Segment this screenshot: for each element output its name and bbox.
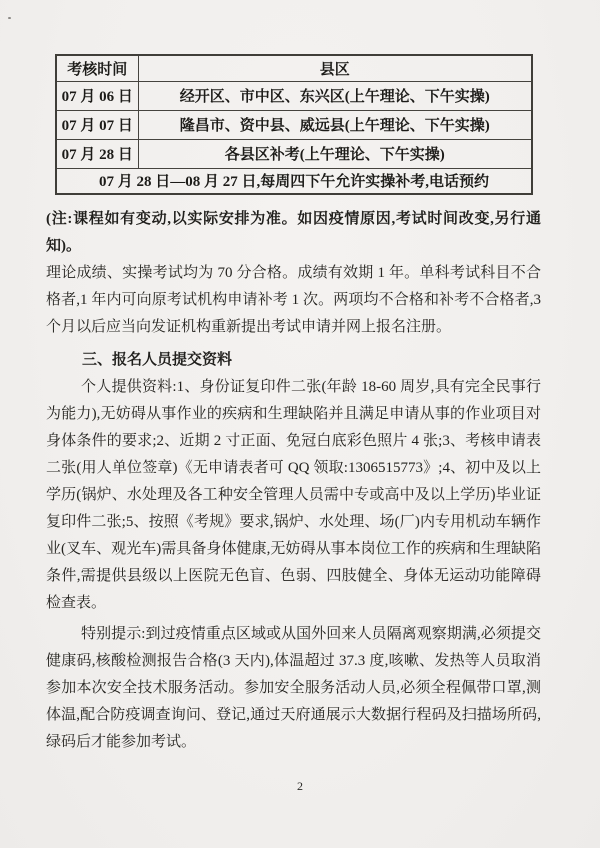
exam-schedule-table xyxy=(55,54,533,195)
page-number: 2 xyxy=(297,779,303,793)
exam-date: 07 月 28 日 xyxy=(56,139,138,168)
schedule-change-note: (注:课程如有变动,以实际安排为准。如因疫情原因,考试时间改变,另行通知)。 xyxy=(46,211,541,254)
exam-date: 07 月 07 日 xyxy=(56,110,138,139)
materials-required-paragraph: 个人提供资料:1、身份证复印件二张(年龄 18-60 周岁,具有完全民事行为能力),无妨碍从事作业的疾病和生理缺陷并且满足申请从事的作业项目对身体条件的要求;2、近期 2 寸正面、免冠白底彩色照片 4 张;3、考核申请表二张(用人单位签章)《无申请表者可 QQ 领取:1306515773》;4、初中及以上学历(锅炉、水处理及各工种安全管理人员需中专或高中及以上学历)毕业证复印件二张;5、按照《考规》要求,锅炉、水处理、场(厂)内专用机动车辆作业(叉车、观光车)需具备身体健康,无妨碍从事本岗位工作的疾病和生理缺陷条件,需提供县级以上医院无色盲、色弱、四肢健全、身体无运动功能障碍检查表。 xyxy=(46,379,541,611)
table-row xyxy=(56,110,532,139)
makeup-exam-note: 07 月 28 日—08 月 27 日,每周四下午允许实操补考,电话预约 xyxy=(56,168,532,194)
table-header-row xyxy=(56,55,532,81)
scan-speck xyxy=(8,17,11,19)
exam-date: 07 月 06 日 xyxy=(56,81,138,110)
section-heading-materials: 三、报名人员提交资料 xyxy=(82,352,233,368)
column-header-exam-time: 考核时间 xyxy=(56,55,138,81)
special-notice-paragraph: 特别提示:到过疫情重点区域或从国外回来人员隔离观察期满,必须提交健康码,核酸检测报告合格(3 天内),体温超过 37.3 度,咳嗽、发热等人员取消参加本次安全技术服务活动。参加安全服务活动人员,必须全程佩带口罩,测体温,配合防疫调查询问、登记,通过天府通展示大数据行程码及扫描场所码,绿码后才能参加考试。 xyxy=(46,626,541,750)
column-header-district: 县区 xyxy=(138,55,532,81)
exam-districts: 隆昌市、资中县、威远县(上午理论、下午实操) xyxy=(138,110,532,139)
table-row xyxy=(56,81,532,110)
table-footer-row xyxy=(56,168,532,194)
scoring-rules-paragraph: 理论成绩、实操考试均为 70 分合格。成绩有效期 1 年。单科考试科目不合格者,1 年内可向原考试机构申请补考 1 次。两项均不合格和补考不合格者,3 个月以后应当向发证机构重新提出考试申请并网上报名注册。 xyxy=(46,265,541,335)
exam-districts: 经开区、市中区、东兴区(上午理论、下午实操) xyxy=(138,81,532,110)
table-row xyxy=(56,139,532,168)
exam-districts: 各县区补考(上午理论、下午实操) xyxy=(138,139,532,168)
